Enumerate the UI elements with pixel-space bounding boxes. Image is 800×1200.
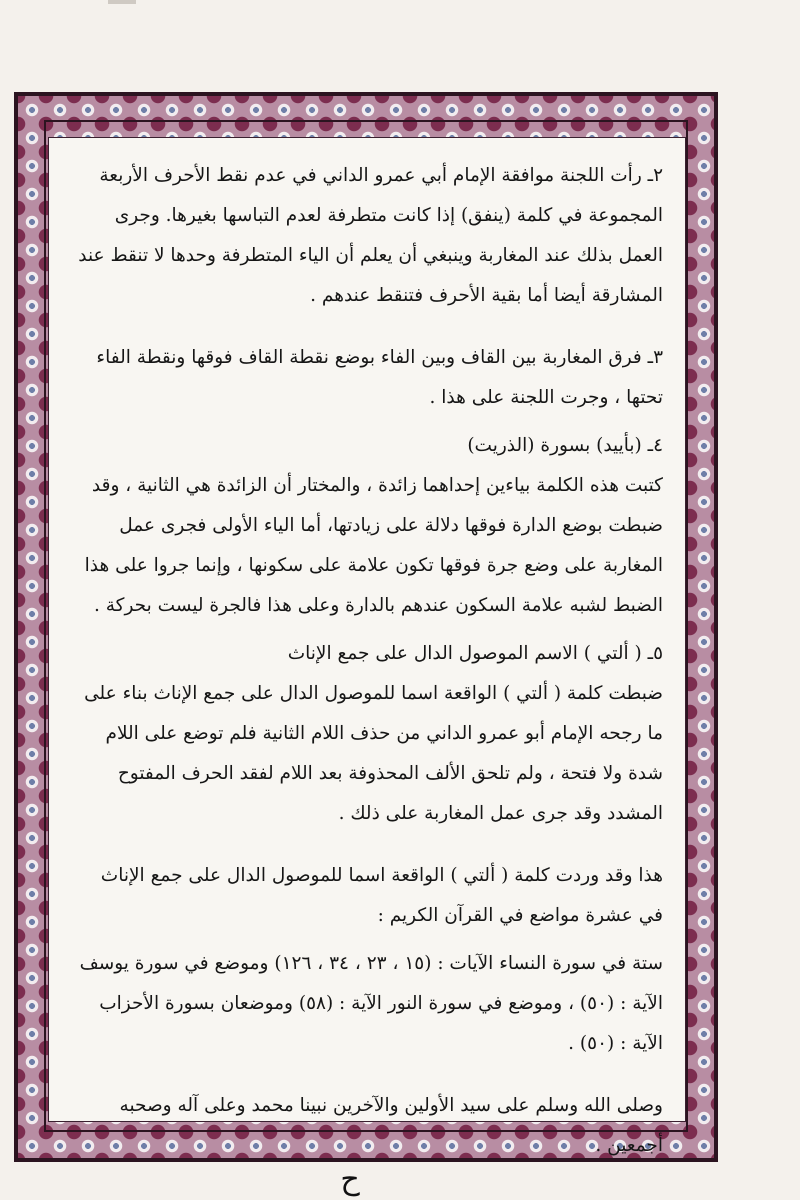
page-number: ح — [340, 1162, 360, 1197]
page-text-panel — [48, 137, 686, 1156]
paragraph-closing-prayer: وصلى الله وسلم على سيد الأولين والآخرين نبينا محمد وعلى آله وصحبه أجمعين . — [119, 1095, 663, 1156]
paragraph-occurrences-intro: هذا وقد وردت كلمة ( ألتي ) الواقعة اسما للموصول الدال على جمع الإناث في عشرة مواضع في القرآن الكريم : — [100, 865, 663, 926]
paragraph-note-4: كتبت هذه الكلمة بياءين إحداهما زائدة ، والمختار أن الزائدة هي الثانية ، وقد ضبطت بوضع الدارة فوقها دلالة على زيادتها، أما الياء الأولى فجرى عمل المغاربة على وضع جرة فوقها تكون علامة على سكونها ، وإنما جروا على هذا الضبط لشبه علامة السكون عندهم بالدارة وعلى هذا فالجرة ليست بحركة . — [84, 475, 663, 616]
paragraph-note-2: ٢ـ رأت اللجنة موافقة الإمام أبي عمرو الداني في عدم نقط الأحرف الأربعة المجموعة في كلمة (ينفق) إذا كانت متطرفة لعدم التباسها بغيرها. وجرى العمل بذلك عند المغاربة وينبغي أن يعلم أن الياء المتطرفة وحدها لا تنقط عند المشارقة أيضا أما بقية الأحرف فتنقط عندهم . — [78, 165, 663, 306]
paragraph-occurrences-list: ستة في سورة النساء الآيات : (١٥ ، ٢٣ ، ٣٤ ، ١٢٦) وموضع في سورة يوسف الآية : (٥٠) ، وموضع في سورة النور الآية : (٥٨) وموضعان بسورة الأحزاب الآية : (٥٠) . — [79, 953, 663, 1054]
top-edge-mark — [108, 0, 136, 4]
note-5-heading: ٥ـ ( ألتي ) الاسم الموصول الدال على جمع الإناث — [287, 643, 663, 664]
paragraph-note-5: ضبطت كلمة ( ألتي ) الواقعة اسما للموصول الدال على جمع الإناث بناء على ما رجحه الإمام أبو عمرو الداني من حذف اللام الثانية فلم توضع على اللام شدة ولا فتحة ، ولم تلحق الألف المحذوفة بعد اللام لفقد الحرف المفتوح المشدد وقد جرى عمل المغاربة على ذلك . — [84, 683, 663, 824]
paragraph-note-3: ٣ـ فرق المغاربة بين القاف وبين الفاء بوضع نقطة القاف فوقها ونقطة الفاء تحتها ، وجرت اللجنة على هذا . — [96, 347, 663, 408]
note-4-heading: ٤ـ (بأييد) بسورة (الذريت) — [467, 435, 663, 456]
